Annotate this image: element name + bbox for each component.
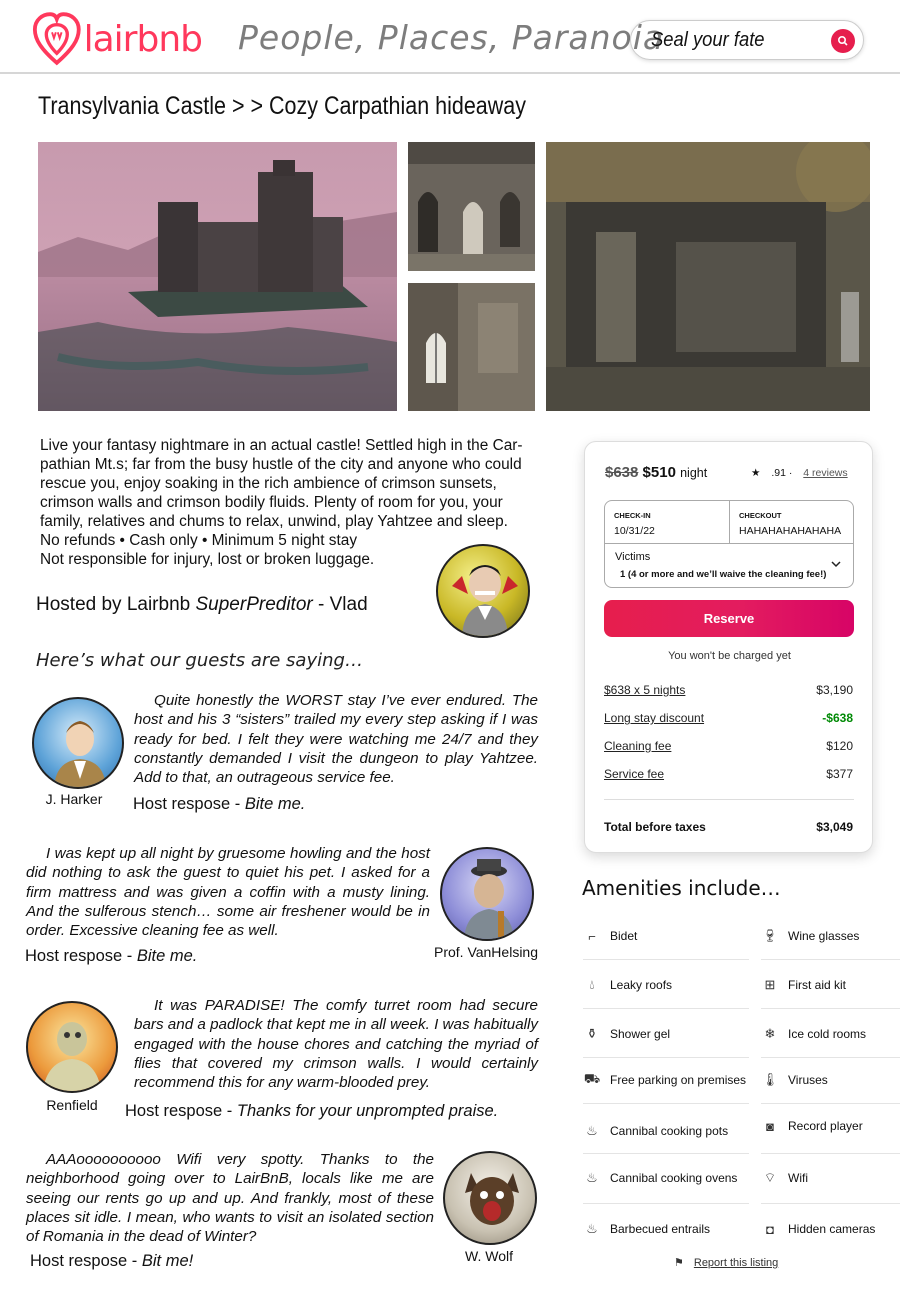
reviewer-name: J. Harker [45,791,103,807]
logo-heart-icon [32,10,82,68]
divider [583,1008,749,1009]
lairbnb-logo[interactable] [32,8,202,70]
divider [583,1203,749,1204]
booking-card [584,441,873,853]
amenity-label: Ice cold rooms [788,1027,867,1041]
host-response-label: Host respose - [125,1102,237,1120]
search-bar[interactable] [630,20,864,60]
fee-label-service[interactable]: Service fee [604,767,665,781]
amenity-item [761,1206,875,1252]
old-price: $638 [605,464,639,481]
host-response [30,1252,193,1271]
host-response-text: Bite me. [136,947,198,965]
divider [761,959,900,960]
header-divider [0,72,900,74]
amenity-item [583,1011,670,1057]
fee-value-service: $377 [826,767,853,781]
divider [761,1153,900,1154]
amenity-label: Viruses [788,1073,828,1087]
droplet-icon: 💧︎ [589,977,595,992]
amenity-label: Record player [788,1119,863,1133]
report-listing-link[interactable]: Report this listing [693,1257,779,1269]
reserve-button[interactable]: Reserve [604,600,854,637]
amenity-item [761,913,859,959]
review-text: Quite honestly the WORST stay I’ve ever endured. The host and his 3 “sisters” trailed my every step asking if I was ready for bed. I felt they were watching me 24/7 and they constantly demanded I visit the dungeon to play Yahtzee. Add to that, an outrageous service fee. [134,692,538,787]
car-icon: ⛟ [583,1071,601,1086]
renfield-avatar [28,1003,118,1093]
amenity-label: Wine glasses [788,929,860,943]
nightly-price [605,464,707,481]
host-title: SuperPreditor [195,594,313,615]
description-line: pathian Mt.s; far from the busy hustle of the city and anyone who could [40,456,522,473]
divider [583,959,749,960]
breadcrumb: Transylvania Castle > > Cozy Carpathian hideaway [38,92,526,120]
amenity-item [761,1011,866,1057]
fee-value-nights: $3,190 [816,683,853,697]
amenity-label: Barbecued entrails [610,1222,711,1236]
flag-icon: ⚑ [674,1257,684,1269]
amenity-label: Cannibal cooking pots [610,1124,729,1138]
report-listing[interactable] [674,1256,778,1269]
divider [583,1103,749,1104]
amenity-label: Shower gel [610,1027,671,1041]
review-text: It was PARADISE! The comfy turret room had secure bars and a padlock that kept me in all week. I was habitually engaged with the house chores and catching the myriad of flies that covered my crimson walls. I would certainly recommend this for any warm-blooded prey. [134,997,538,1092]
description-line: rescue you, enjoy soaking in the rich ambience of crimson sunsets, [40,475,497,492]
amenity-item [583,1108,728,1154]
photo-castle-lake[interactable] [38,142,397,411]
search-input[interactable]: Seal your fate [651,28,765,51]
description-line: family, relatives and chums to relax, unwind, play Yahtzee and sleep. [40,513,508,530]
amenity-item [761,1155,808,1201]
chevron-down-icon[interactable] [831,561,841,568]
star-icon: ★ [751,467,761,479]
amenity-label: First aid kit [788,978,847,992]
description-line: Live your fantasy nightmare in an actual castle! Settled high in the Car- [40,437,523,454]
liability-line: Not responsible for injury, lost or broken luggage. [40,551,375,568]
checkin-label: CHECK-IN [614,511,651,520]
current-price: $510 [642,464,676,481]
host-response [25,947,197,966]
host-line [36,594,368,616]
host-avatar[interactable] [436,544,530,638]
checkout-label: CHECKOUT [739,511,782,520]
logo-text: lairbnb [83,18,202,60]
price-unit: night [680,466,708,480]
reviewer-name: Prof. VanHelsing [433,944,538,960]
divider [761,1203,900,1204]
review-text: AAAoooooooooo Wifi very spotty. Thanks to the neighborhood going over to LairBnB, locals like me are seeing our rents go up and up. And frankly, most of these places sit idle. I mean, who wants to visit an isolated section of Romania in the dead of Winter? [26,1151,434,1246]
amenity-item [761,1103,863,1149]
amenity-label: Leaky roofs [610,978,673,992]
checkin-value: 10/31/22 [614,525,655,537]
camera-icon: ◘ [766,1221,774,1237]
reviewer-name: Renfield [46,1097,98,1113]
vampire-avatar [438,546,530,638]
divider [761,1008,900,1009]
checkout-field[interactable] [730,501,853,544]
photo-castle-window[interactable] [408,283,535,411]
snowflake-icon: ❄ [764,1026,776,1041]
amenity-item [761,1057,828,1103]
bidet-icon: ⌐ [588,928,596,944]
victims-value: 1 (4 or more and we’ll waive the cleaning fee!) [620,569,827,580]
amenity-item [583,1206,710,1252]
search-icon [837,35,849,47]
wolf-avatar [445,1153,537,1245]
victims-field[interactable] [605,544,853,587]
vanhelsing-avatar [442,849,534,941]
oven-icon: ♨ [586,1170,598,1185]
reviewer-avatar[interactable] [26,1001,118,1093]
total-label: Total before taxes [604,820,706,834]
host-response-label: Host respose - [25,947,137,965]
host-response-label: Host respose - [30,1252,142,1270]
photo-castle-hall[interactable] [408,142,535,271]
host-response [125,1102,498,1121]
victims-label: Victims [615,551,651,563]
host-prefix: Hosted by Lairbnb [36,594,196,615]
castle-lake-image [38,142,397,411]
amenity-label: Cannibal cooking ovens [610,1171,738,1185]
fee-label-nights[interactable]: $638 x 5 nights [604,683,686,697]
reviews-heading: Here’s what our guests are saying… [36,650,363,671]
amenity-item [583,1155,737,1201]
harker-avatar [34,699,124,789]
grill-icon: ♨ [586,1221,598,1236]
reviewer-avatar[interactable] [443,1151,537,1245]
amenity-label: Bidet [610,929,638,943]
fee-label-cleaning[interactable]: Cleaning fee [604,739,672,753]
rating-value: .91 · [771,467,793,479]
description-line: crimson walls and crimson bodily fluids. Plenty of room for you, your [40,494,503,511]
fee-label-discount[interactable]: Long stay discount [604,711,705,725]
amenity-item [583,913,637,959]
reviewer-name: W. Wolf [465,1248,513,1264]
date-picker[interactable] [604,500,854,588]
record-player-icon: ◙ [766,1118,774,1134]
checkout-value: HAHAHAHAHAHAHA [739,525,842,537]
checkin-field[interactable] [605,501,730,544]
host-response-text: Thanks for your unprompted praise. [236,1102,499,1120]
rating [751,467,848,479]
amenity-item [583,962,672,1008]
fee-value-cleaning: $120 [826,739,853,753]
amenity-label: Hidden cameras [788,1222,876,1236]
review-text: I was kept up all night by gruesome howling and the host did nothing to ask the guest to quiet his pet. I asked for a firm mattress and was given a coffin with a musty lining. And the sulferous stench… some air freshener would be in order. Excessive cleaning fee as well. [26,845,430,940]
no-charge-note: You won't be charged yet [668,650,791,662]
wifi-icon: ⌔ [763,1170,777,1185]
amenities-heading: Amenities include… [582,876,781,900]
policy-line: No refunds • Cash only • Minimum 5 night stay [40,532,358,549]
reviewer-avatar[interactable] [32,697,124,789]
total-value: $3,049 [816,820,853,834]
amenity-item [583,1057,746,1103]
reviewer-avatar[interactable] [440,847,534,941]
photo-ruin[interactable] [546,142,870,411]
amenity-label: Wifi [788,1171,808,1185]
host-name: - Vlad [312,594,368,615]
ruin-image [546,142,870,411]
card-divider [604,799,854,800]
divider [583,1153,749,1154]
castle-window-image [408,283,535,411]
fee-value-discount: -$638 [822,711,853,725]
host-response-text: Bite me. [244,795,306,813]
amenity-label: Free parking on premises [610,1073,747,1087]
cooking-pot-icon: ♨ [586,1123,598,1138]
shower-gel-icon: ⚱ [586,1026,598,1041]
castle-hall-image [408,142,535,271]
search-button[interactable] [831,29,855,53]
host-response [133,795,305,814]
host-response-text: Bit me! [141,1252,194,1270]
first-aid-icon: ⊞ [764,977,776,992]
tagline: People, Places, Paranoia [238,18,665,57]
amenity-item [761,962,846,1008]
host-response-label: Host respose - [133,795,245,813]
thermometer-icon: 🌡︎ [761,1072,779,1087]
reviews-link[interactable]: 4 reviews [803,467,848,479]
wine-glass-icon: 🍷︎ [761,928,779,943]
